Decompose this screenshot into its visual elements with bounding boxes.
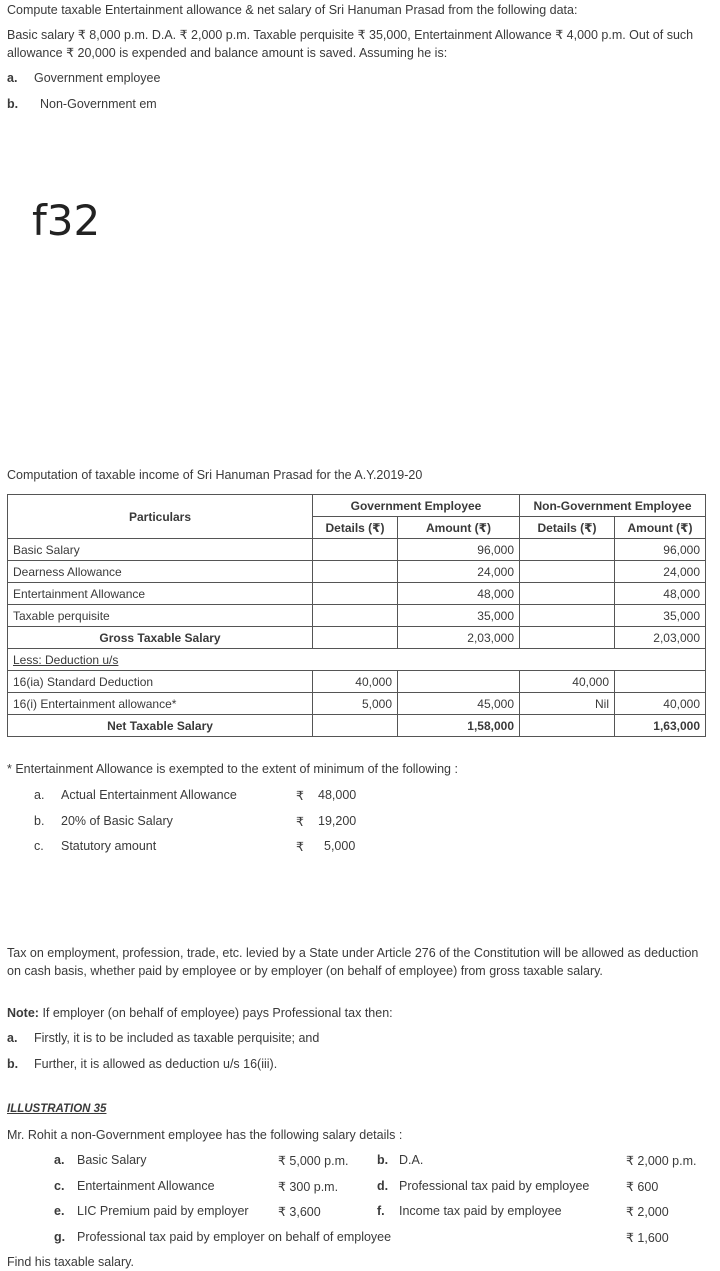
point-text: Further, it is allowed as deduction u/s 16(iii). [34, 1057, 278, 1071]
item-value: ₹ 3,600 [278, 1205, 321, 1219]
table-row [8, 583, 706, 605]
header-details: Details (₹) [313, 517, 398, 539]
row-label: Dearness Allowance [8, 561, 313, 583]
header-amount: Amount (₹) [398, 517, 520, 539]
table-row-net [8, 715, 706, 737]
table-header-row [8, 495, 706, 517]
nongov-details [520, 561, 615, 583]
page-marker: f32 [32, 196, 101, 245]
nongov-amount: 24,000 [615, 561, 706, 583]
row-label-text: Less: Deduction u/s [13, 652, 119, 667]
point-marker: a. [7, 1031, 18, 1045]
item-marker: c. [54, 1179, 65, 1193]
exemption-label: 20% of Basic Salary [61, 814, 173, 828]
note-text: If employer (on behalf of employee) pays Professional tax then: [42, 1006, 393, 1020]
item-label: Entertainment Allowance [77, 1179, 215, 1193]
item-label: Professional tax paid by employer on behalf of employee [77, 1230, 392, 1244]
professional-tax-para: Tax on employment, profession, trade, etc. levied by a State under Article 276 of the Constitution will be allowed as deduction on cash basis, whether paid by employee or by employer (on behalf of employee) from gross taxable salary. [7, 946, 699, 978]
row-label: Gross Taxable Salary [8, 627, 313, 649]
illustration-closing: Find his taxable salary. [7, 1255, 134, 1269]
item-label: Basic Salary [77, 1153, 147, 1167]
item-value: ₹ 5,000 p.m. [278, 1154, 349, 1168]
header-gov: Government Employee [313, 495, 520, 517]
header-details: Details (₹) [520, 517, 615, 539]
nongov-amount: 2,03,000 [615, 627, 706, 649]
footnote: * Entertainment Allowance is exempted to the extent of minimum of the following : [7, 762, 458, 776]
nongov-details [520, 539, 615, 561]
item-value: ₹ 300 p.m. [278, 1180, 339, 1194]
item-label: Income tax paid by employee [399, 1204, 562, 1218]
note [7, 1006, 393, 1020]
nongov-amount: 48,000 [615, 583, 706, 605]
nongov-details: Nil [520, 693, 615, 715]
row-label [8, 649, 706, 671]
exemption-label: Statutory amount [61, 839, 157, 853]
question-title: Compute taxable Entertainment allowance & net salary of Sri Hanuman Prasad from the following data: [7, 3, 578, 17]
table-row [8, 539, 706, 561]
gov-details [313, 561, 398, 583]
nongov-amount: 1,63,000 [615, 715, 706, 737]
exemption-marker: b. [34, 814, 45, 828]
point-text: Firstly, it is to be included as taxable perquisite; and [34, 1031, 320, 1045]
gov-details: 5,000 [313, 693, 398, 715]
item-value: ₹ 2,000 p.m. [626, 1154, 697, 1168]
nongov-details [520, 605, 615, 627]
exemption-value: 48,000 [318, 788, 357, 802]
gov-amount: 24,000 [398, 561, 520, 583]
table-caption: Computation of taxable income of Sri Hanuman Prasad for the A.Y.2019-20 [7, 468, 423, 482]
gov-details [313, 539, 398, 561]
nongov-details [520, 715, 615, 737]
row-label: Taxable perquisite [8, 605, 313, 627]
option-text: Government employee [34, 71, 161, 85]
exemption-value: 5,000 [324, 839, 356, 853]
header-nongov: Non-Government Employee [520, 495, 706, 517]
row-label: 16(i) Entertainment allowance* [8, 693, 313, 715]
gov-details [313, 583, 398, 605]
table-row [8, 605, 706, 627]
gov-amount: 1,58,000 [398, 715, 520, 737]
table-row [8, 561, 706, 583]
item-value: ₹ 2,000 [626, 1205, 669, 1219]
point-marker: b. [7, 1057, 19, 1071]
nongov-details [520, 627, 615, 649]
nongov-amount [615, 671, 706, 693]
item-marker: e. [54, 1204, 65, 1218]
item-marker: b. [377, 1153, 389, 1167]
gov-details [313, 627, 398, 649]
nongov-amount: 40,000 [615, 693, 706, 715]
row-label: 16(ia) Standard Deduction [8, 671, 313, 693]
item-label: LIC Premium paid by employer [77, 1204, 249, 1218]
exemption-marker: a. [34, 788, 45, 802]
item-marker: f. [377, 1204, 385, 1218]
illustration-heading: ILLUSTRATION 35 [7, 1103, 107, 1115]
exemption-label: Actual Entertainment Allowance [61, 788, 237, 802]
nongov-amount: 96,000 [615, 539, 706, 561]
header-particulars: Particulars [8, 495, 313, 539]
exemption-currency: ₹ [296, 840, 304, 854]
computation-table [7, 494, 706, 737]
gov-amount: 48,000 [398, 583, 520, 605]
illustration-intro: Mr. Rohit a non-Government employee has the following salary details : [7, 1128, 403, 1142]
item-marker: d. [377, 1179, 389, 1193]
option-text: Non-Government em [40, 97, 157, 111]
gov-amount: 96,000 [398, 539, 520, 561]
question-body: Basic salary ₹ 8,000 p.m. D.A. ₹ 2,000 p.m. Taxable perquisite ₹ 35,000, Entertainment Allowance ₹ 4,000 p.m. Out of such allowance ₹ 20,000 is expended and balance amount is saved. Assuming he is: [7, 28, 694, 60]
row-label: Basic Salary [8, 539, 313, 561]
gov-amount: 2,03,000 [398, 627, 520, 649]
nongov-amount: 35,000 [615, 605, 706, 627]
nongov-details [520, 583, 615, 605]
row-label: Entertainment Allowance [8, 583, 313, 605]
table-row [8, 693, 706, 715]
item-label: Professional tax paid by employee [399, 1179, 590, 1193]
gov-amount: 35,000 [398, 605, 520, 627]
exemption-currency: ₹ [296, 789, 304, 803]
nongov-details: 40,000 [520, 671, 615, 693]
item-value: ₹ 600 [626, 1180, 659, 1194]
exemption-currency: ₹ [296, 815, 304, 829]
gov-details: 40,000 [313, 671, 398, 693]
gov-amount [398, 671, 520, 693]
item-marker: g. [54, 1230, 66, 1244]
option-marker: b. [7, 97, 19, 111]
item-label: D.A. [399, 1153, 424, 1167]
option-marker: a. [7, 71, 18, 85]
table-row-less [8, 649, 706, 671]
table-row [8, 671, 706, 693]
gov-amount: 45,000 [398, 693, 520, 715]
exemption-marker: c. [34, 839, 44, 853]
gov-details [313, 715, 398, 737]
header-amount: Amount (₹) [615, 517, 706, 539]
item-marker: a. [54, 1153, 65, 1167]
row-label: Net Taxable Salary [8, 715, 313, 737]
table-row-gross [8, 627, 706, 649]
note-label: Note: [7, 1006, 39, 1020]
exemption-value: 19,200 [318, 814, 357, 828]
item-value: ₹ 1,600 [626, 1231, 669, 1245]
gov-details [313, 605, 398, 627]
